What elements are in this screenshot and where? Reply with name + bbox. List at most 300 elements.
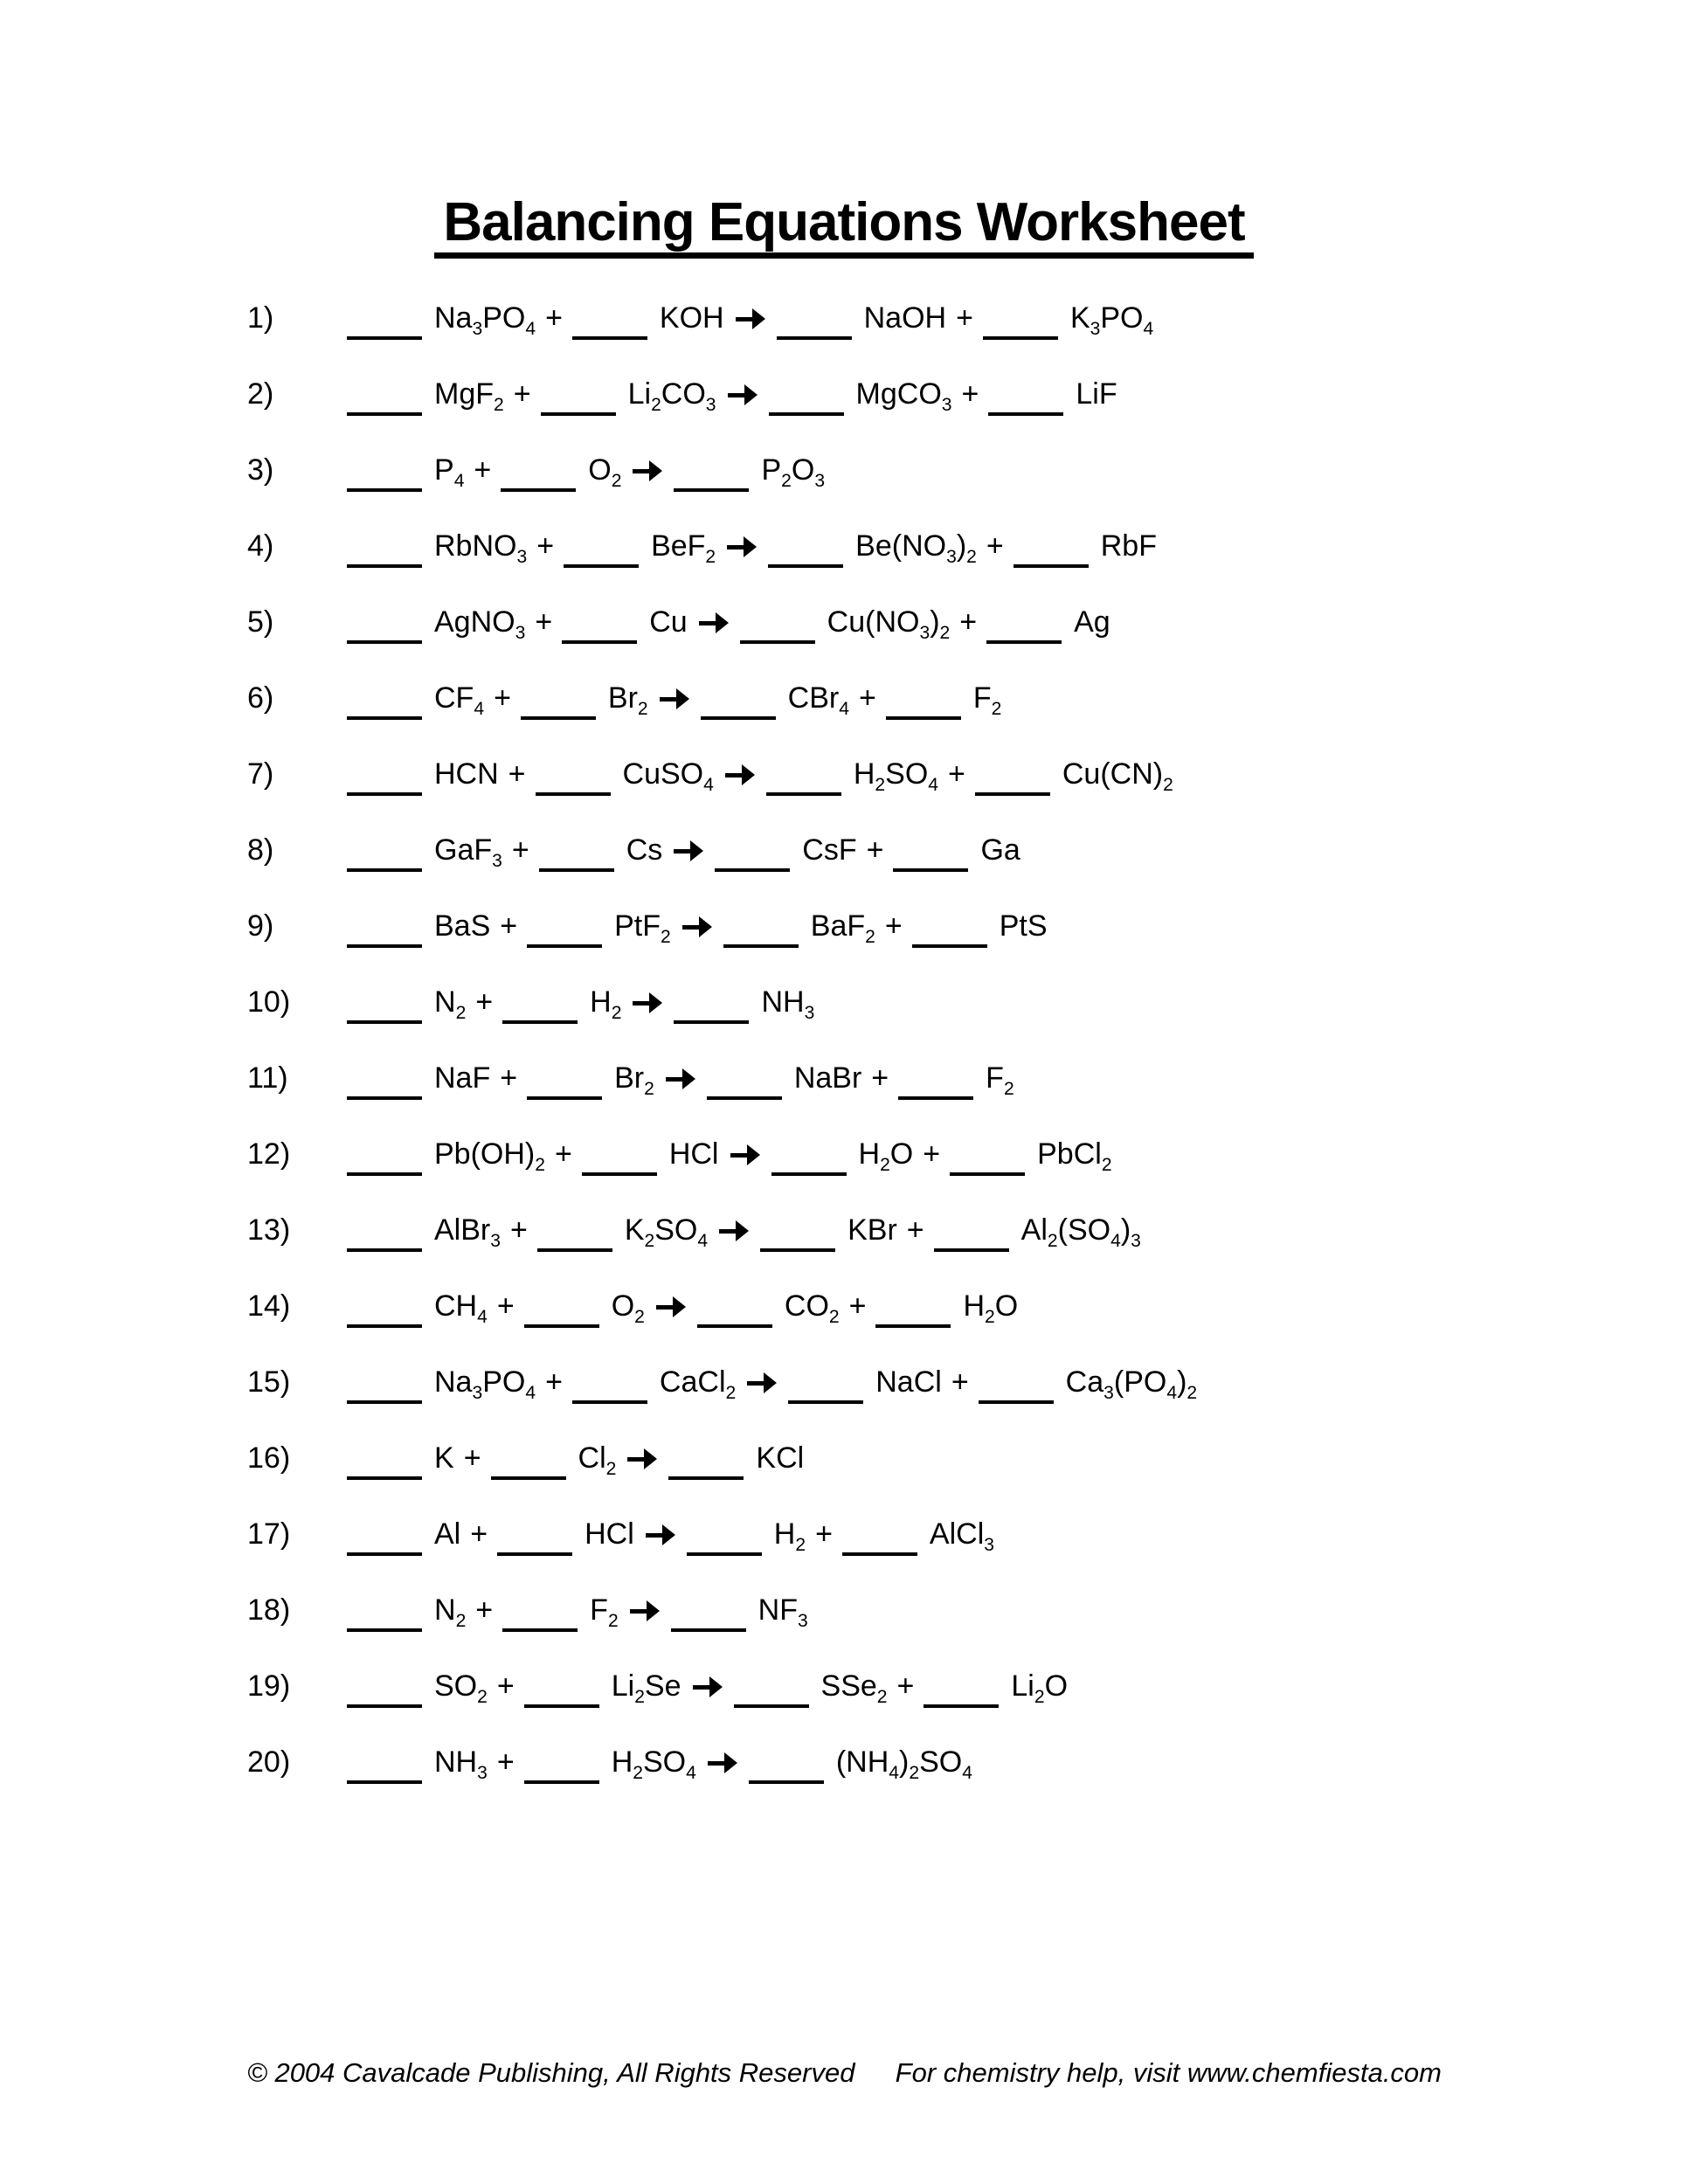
coefficient-blank[interactable] <box>539 868 614 872</box>
chemical-formula: Ga <box>980 833 1020 867</box>
coefficient-blank[interactable] <box>502 1628 578 1632</box>
arrow-stem <box>727 545 745 549</box>
coefficient-blank[interactable] <box>347 868 422 872</box>
plus-operator: + <box>866 833 884 867</box>
equation-number: 13) <box>247 1213 291 1247</box>
subscript: 2 <box>455 1002 467 1023</box>
subscript: 2 <box>1034 1686 1045 1707</box>
coefficient-blank[interactable] <box>734 1704 809 1708</box>
subscript: 2 <box>494 394 504 415</box>
coefficient-blank[interactable] <box>777 336 852 340</box>
coefficient-blank[interactable] <box>347 1552 422 1556</box>
subscript: 2 <box>909 1762 920 1783</box>
equation-body <box>347 529 1157 567</box>
equation-body <box>347 681 1002 719</box>
plus-operator: + <box>511 833 529 867</box>
subscript: 3 <box>516 546 528 567</box>
subscript: 4 <box>477 1306 488 1327</box>
equation-body <box>347 605 1110 643</box>
chemical-formula: $Br_2$ <box>607 681 648 719</box>
coefficient-blank[interactable] <box>674 1020 749 1024</box>
subscript: 3 <box>1090 318 1101 339</box>
coefficient-blank[interactable] <box>898 1096 973 1100</box>
equation-row <box>247 964 1197 1040</box>
coefficient-blank[interactable] <box>491 1476 566 1480</box>
arrow-head <box>673 1296 686 1317</box>
chemical-formula: $F_2$ <box>986 1061 1014 1099</box>
subscript: 2 <box>1101 1154 1112 1175</box>
equation-row <box>247 1496 1197 1572</box>
chemical-formula: $Na_3PO_4$ <box>434 301 536 339</box>
arrow-stem <box>660 697 678 702</box>
equation-body <box>347 985 815 1023</box>
arrow-icon <box>730 1144 760 1165</box>
equation-body <box>347 833 1020 871</box>
coefficient-blank[interactable] <box>347 1096 422 1100</box>
chemical-formula: $CO_2$ <box>784 1289 840 1327</box>
coefficient-blank[interactable] <box>347 488 422 492</box>
coefficient-blank[interactable] <box>347 1780 422 1784</box>
chemical-formula: PtF$_2$ <box>614 909 671 947</box>
arrow-stem <box>699 621 717 625</box>
coefficient-blank[interactable] <box>502 1020 578 1024</box>
coefficient-blank[interactable] <box>771 1172 847 1176</box>
arrow-head <box>744 384 758 405</box>
equation-row <box>247 1648 1197 1724</box>
chemical-formula: Cu <box>649 605 688 639</box>
arrow-stem <box>630 1609 648 1614</box>
subscript: 2 <box>611 470 622 491</box>
equation-body <box>347 1441 805 1479</box>
coefficient-blank[interactable] <box>527 944 602 948</box>
coefficient-blank[interactable] <box>875 1324 951 1328</box>
arrow-icon <box>693 1676 723 1697</box>
chemical-formula: $N_2$ <box>434 1593 467 1631</box>
chemical-formula: $SO_2$ <box>434 1669 488 1707</box>
coefficient-blank[interactable] <box>536 792 611 796</box>
equation-body <box>347 757 1173 795</box>
subscript: 3 <box>941 394 952 415</box>
chemical-formula: $Li_2Se$ <box>611 1669 681 1707</box>
arrow-head <box>747 1144 760 1165</box>
subscript: 2 <box>637 698 648 719</box>
subscript: 2 <box>966 546 977 567</box>
subscript: 2 <box>611 1002 622 1023</box>
coefficient-blank[interactable] <box>347 1248 422 1252</box>
arrow-icon <box>682 916 712 937</box>
coefficient-blank[interactable] <box>740 640 815 644</box>
plus-operator: + <box>463 1441 481 1475</box>
arrow-stem <box>633 469 651 473</box>
equation-number: 6) <box>247 681 274 715</box>
arrow-stem <box>730 1153 749 1158</box>
plus-operator: + <box>496 1289 515 1323</box>
page-title: Balancing Equations Worksheet <box>434 196 1253 259</box>
coefficient-blank[interactable] <box>524 1780 599 1784</box>
equation-row <box>247 1344 1197 1420</box>
arrow-icon <box>630 1600 660 1621</box>
coefficient-blank[interactable] <box>347 944 422 948</box>
plus-operator: + <box>906 1213 924 1247</box>
coefficient-blank[interactable] <box>924 1704 999 1708</box>
coefficient-blank[interactable] <box>697 1324 772 1328</box>
plus-operator: + <box>884 909 903 943</box>
chemical-formula: $N_2$ <box>434 985 467 1023</box>
coefficient-blank[interactable] <box>749 1780 824 1784</box>
equation-row <box>247 432 1197 508</box>
coefficient-blank[interactable] <box>564 564 639 568</box>
coefficient-blank[interactable] <box>1013 564 1089 568</box>
arrow-head <box>744 536 757 557</box>
chemical-formula: $Li_2CO_3$ <box>627 377 716 415</box>
subscript: 4 <box>474 698 485 719</box>
chemical-formula: $Pb(OH)_2$ <box>434 1137 545 1175</box>
equation-row <box>247 1116 1197 1192</box>
plus-operator: + <box>848 1289 867 1323</box>
subscript: 3 <box>919 622 930 643</box>
chemical-formula: BaS <box>434 909 491 943</box>
chemical-formula: CuSO$_4$ <box>622 757 714 795</box>
equation-number: 7) <box>247 757 274 791</box>
chemical-formula: $H_2$ <box>590 985 622 1023</box>
chemical-formula: $NF_3$ <box>758 1593 808 1631</box>
chemical-formula: $H_2SO_4$ <box>611 1745 696 1783</box>
coefficient-blank[interactable] <box>715 868 790 872</box>
chemical-formula: BaF$_2$ <box>810 909 875 947</box>
chemical-formula: HCN <box>434 757 499 791</box>
subscript: 3 <box>804 1002 815 1023</box>
coefficient-blank[interactable] <box>983 336 1058 340</box>
coefficient-blank[interactable] <box>893 868 968 872</box>
coefficient-blank[interactable] <box>707 1096 782 1100</box>
coefficient-blank[interactable] <box>674 488 749 492</box>
subscript: 2 <box>939 622 951 643</box>
coefficient-blank[interactable] <box>347 1476 422 1480</box>
equation-body <box>347 1061 1014 1099</box>
arrow-icon <box>708 1752 737 1773</box>
subscript: 2 <box>795 1534 806 1555</box>
arrow-head <box>716 612 729 633</box>
chemical-formula: NaCl <box>875 1365 942 1399</box>
subscript: 2 <box>633 1762 643 1783</box>
chemical-formula: SSe$_2$ <box>820 1669 888 1707</box>
plus-operator: + <box>475 985 494 1019</box>
chemical-formula: $Ca_3(PO_4)_2$ <box>1065 1365 1198 1403</box>
arrow-icon <box>727 536 757 557</box>
subscript: 4 <box>697 1230 709 1251</box>
arrow-stem <box>747 1381 765 1386</box>
plus-operator: + <box>896 1669 915 1703</box>
equation-row <box>247 1724 1197 1800</box>
coefficient-blank[interactable] <box>687 1552 762 1556</box>
coefficient-blank[interactable] <box>541 412 616 416</box>
subscript: 3 <box>472 318 483 339</box>
subscript: 3 <box>492 850 502 871</box>
subscript: 3 <box>477 1762 488 1783</box>
chemical-formula: AgNO$_3$ <box>434 605 526 643</box>
chemical-formula: NaF <box>434 1061 491 1095</box>
arrow-head <box>649 992 662 1013</box>
subscript: 3 <box>1103 1382 1114 1403</box>
chemical-formula: $Cu(NO_3)_2$ <box>827 605 951 643</box>
plus-operator: + <box>496 1669 515 1703</box>
equation-body <box>347 1137 1112 1175</box>
plus-operator: + <box>815 1517 833 1551</box>
coefficient-blank[interactable] <box>347 564 422 568</box>
arrow-head <box>736 1220 749 1241</box>
subscript: 2 <box>644 1078 654 1099</box>
equation-body <box>347 1289 1019 1327</box>
coefficient-blank[interactable] <box>671 1628 746 1632</box>
equation-number: 4) <box>247 529 274 563</box>
subscript: 2 <box>644 1230 655 1251</box>
arrow-icon <box>747 1372 777 1393</box>
coefficient-blank[interactable] <box>347 336 422 340</box>
coefficient-blank[interactable] <box>572 336 647 340</box>
subscript: 2 <box>828 1306 840 1327</box>
arrow-head <box>699 916 712 937</box>
subscript: 2 <box>535 1154 545 1175</box>
subscript: 4 <box>1166 1382 1178 1403</box>
subscript: 2 <box>661 926 671 947</box>
chemical-formula: K <box>434 1441 454 1475</box>
plus-operator: + <box>956 301 973 335</box>
coefficient-blank[interactable] <box>524 1324 599 1328</box>
equation-number: 11) <box>247 1061 288 1095</box>
coefficient-blank[interactable] <box>562 640 637 644</box>
coefficient-blank[interactable] <box>347 1400 422 1404</box>
plus-operator: + <box>948 757 965 791</box>
coefficient-blank[interactable] <box>950 1172 1025 1176</box>
chemical-formula: CsF <box>802 833 857 867</box>
coefficient-blank[interactable] <box>497 1552 572 1556</box>
chemical-formula: $F_2$ <box>972 681 1002 719</box>
chemical-formula: CaCl$_2$ <box>659 1365 737 1403</box>
subscript: 2 <box>876 1686 888 1707</box>
arrow-head <box>647 1600 660 1621</box>
coefficient-blank[interactable] <box>347 640 422 644</box>
coefficient-blank[interactable] <box>769 412 844 416</box>
chemical-formula: $Li_2O$ <box>1011 1669 1069 1707</box>
coefficient-blank[interactable] <box>347 1020 422 1024</box>
coefficient-blank[interactable] <box>842 1552 917 1556</box>
arrow-stem <box>708 1761 726 1766</box>
subscript: 3 <box>515 622 526 643</box>
coefficient-blank[interactable] <box>527 1096 602 1100</box>
plus-operator: + <box>986 529 1004 563</box>
arrow-stem <box>674 849 692 854</box>
chemical-formula: $CH_4$ <box>434 1289 488 1327</box>
coefficient-blank[interactable] <box>886 716 961 720</box>
chemical-formula: PbCl$_2$ <box>1037 1137 1112 1175</box>
chemical-formula: MgF$_2$ <box>434 377 504 415</box>
subscript: 3 <box>490 1230 501 1251</box>
coefficient-blank[interactable] <box>347 1324 422 1328</box>
subscript: 2 <box>1047 1230 1058 1251</box>
equation-number: 16) <box>247 1441 291 1475</box>
coefficient-blank[interactable] <box>668 1476 744 1480</box>
coefficient-blank[interactable] <box>988 412 1063 416</box>
plus-operator: + <box>496 1745 515 1779</box>
coefficient-blank[interactable] <box>347 716 422 720</box>
plus-operator: + <box>509 1213 528 1247</box>
equation-row <box>247 736 1197 812</box>
subscript: 2 <box>781 470 792 491</box>
chemical-formula: $Cl_2$ <box>578 1441 617 1479</box>
equation-body <box>347 909 1048 947</box>
coefficient-blank[interactable] <box>701 716 776 720</box>
chemical-formula: RbNO$_3$ <box>434 529 528 567</box>
subscript: 4 <box>525 318 536 339</box>
subscript: 2 <box>1186 1382 1198 1403</box>
equation-row <box>247 280 1197 356</box>
coefficient-blank[interactable] <box>768 564 843 568</box>
title-wrap <box>0 192 1688 259</box>
subscript: 2 <box>455 1610 467 1631</box>
arrow-stem <box>693 1685 711 1690</box>
coefficient-blank[interactable] <box>347 412 422 416</box>
chemical-formula: GaF$_3$ <box>434 833 502 871</box>
chemical-formula: $K_3PO_4$ <box>1069 301 1154 339</box>
coefficient-blank[interactable] <box>986 640 1062 644</box>
chemical-formula: $K_2SO_4$ <box>624 1213 709 1251</box>
coefficient-blank[interactable] <box>975 792 1050 796</box>
chemical-formula: $Br_2$ <box>614 1061 654 1099</box>
chemical-formula: RbF <box>1100 529 1157 563</box>
chemical-formula: HCl <box>668 1137 719 1171</box>
coefficient-blank[interactable] <box>347 1172 422 1176</box>
coefficient-blank[interactable] <box>347 1704 422 1708</box>
equation-row <box>247 1192 1197 1268</box>
coefficient-blank[interactable] <box>501 488 576 492</box>
arrow-head <box>649 460 662 481</box>
equation-body <box>347 377 1117 415</box>
chemical-formula: $H_2$ <box>773 1517 806 1555</box>
arrow-head <box>742 764 755 785</box>
equation-row <box>247 508 1197 584</box>
equation-number: 12) <box>247 1137 291 1171</box>
plus-operator: + <box>959 605 978 639</box>
coefficient-blank[interactable] <box>582 1172 657 1176</box>
equations-list <box>247 280 1197 1800</box>
page-footer <box>247 2059 1442 2086</box>
equation-body <box>347 1213 1141 1251</box>
subscript: 3 <box>705 394 716 415</box>
chemical-formula: $Al_2(SO_4)_3$ <box>1020 1213 1141 1251</box>
subscript: 4 <box>928 774 939 795</box>
arrow-icon <box>633 992 662 1013</box>
chemical-formula: $Be(NO_3)_2$ <box>855 529 977 567</box>
plus-operator: + <box>545 1365 563 1399</box>
plus-operator: + <box>535 605 553 639</box>
equation-number: 15) <box>247 1365 291 1399</box>
arrow-icon <box>660 688 689 709</box>
arrow-head <box>676 688 689 709</box>
equation-row <box>247 356 1197 432</box>
subscript: 3 <box>1131 1230 1141 1251</box>
coefficient-blank[interactable] <box>912 944 987 948</box>
subscript: 2 <box>985 1306 995 1327</box>
chemical-formula: $O_2$ <box>611 1289 645 1327</box>
arrow-icon <box>728 384 758 405</box>
subscript: 2 <box>1163 774 1173 795</box>
plus-operator: + <box>508 757 526 791</box>
chemical-formula: PtS <box>999 909 1048 943</box>
plus-operator: + <box>470 1517 488 1551</box>
coefficient-blank[interactable] <box>572 1400 647 1404</box>
chemical-formula: Cs <box>626 833 663 867</box>
arrow-head <box>709 1676 723 1697</box>
subscript: 2 <box>865 926 875 947</box>
subscript: 2 <box>875 774 886 795</box>
chemical-formula: LiF <box>1076 377 1117 411</box>
coefficient-blank[interactable] <box>788 1400 863 1404</box>
coefficient-blank[interactable] <box>521 716 596 720</box>
chemical-formula: CBr$_4$ <box>787 681 849 719</box>
equation-row <box>247 1040 1197 1116</box>
coefficient-blank[interactable] <box>537 1248 612 1252</box>
plus-operator: + <box>536 529 555 563</box>
equation-number: 5) <box>247 605 274 639</box>
subscript: 3 <box>798 1610 808 1631</box>
coefficient-blank[interactable] <box>760 1248 835 1252</box>
subscript: 4 <box>453 470 465 491</box>
chemical-formula: $(NH_4)_2SO_4$ <box>835 1745 972 1783</box>
plus-operator: + <box>474 453 492 487</box>
plus-operator: + <box>871 1061 889 1095</box>
plus-operator: + <box>500 909 518 943</box>
equation-body <box>347 1365 1198 1403</box>
coefficient-blank[interactable] <box>347 1628 422 1632</box>
chemical-formula: Ag <box>1074 605 1110 639</box>
chemical-formula: $F_2$ <box>590 1593 619 1631</box>
equation-number: 2) <box>247 377 274 411</box>
coefficient-blank[interactable] <box>766 792 841 796</box>
chemical-formula: $CF_4$ <box>434 681 485 719</box>
arrow-stem <box>633 1001 651 1006</box>
chemical-formula: Al <box>434 1517 461 1551</box>
chemical-formula: $NH_3$ <box>761 985 815 1023</box>
subscript: 4 <box>1110 1230 1121 1251</box>
coefficient-blank[interactable] <box>934 1248 1009 1252</box>
footer-help-text: For chemistry help, visit www.chemfiesta.com <box>895 2057 1442 2088</box>
subscript: 4 <box>703 774 714 795</box>
chemical-formula: $P_2O_3$ <box>761 453 826 491</box>
plus-operator: + <box>545 301 563 335</box>
equation-row <box>247 812 1197 888</box>
equation-number: 10) <box>247 985 291 1019</box>
chemical-formula: $Cu(CN)_2$ <box>1062 757 1173 795</box>
arrow-icon <box>627 1448 657 1469</box>
chemical-formula: $P_4$ <box>434 453 465 491</box>
coefficient-blank[interactable] <box>524 1704 599 1708</box>
subscript: 4 <box>525 1382 536 1403</box>
chemical-formula: AlBr$_3$ <box>434 1213 501 1251</box>
subscript: 2 <box>634 1686 645 1707</box>
chemical-formula: $H_2SO_4$ <box>853 757 939 795</box>
subscript: 3 <box>984 1534 994 1555</box>
chemical-formula: BeF$_2$ <box>651 529 716 567</box>
coefficient-blank[interactable] <box>979 1400 1054 1404</box>
coefficient-blank[interactable] <box>723 944 799 948</box>
arrow-stem <box>666 1077 684 1082</box>
arrow-icon <box>736 308 765 329</box>
coefficient-blank[interactable] <box>347 792 422 796</box>
plus-operator: + <box>923 1137 941 1171</box>
equation-number: 8) <box>247 833 274 867</box>
arrow-icon <box>725 764 755 785</box>
arrow-stem <box>627 1457 646 1462</box>
